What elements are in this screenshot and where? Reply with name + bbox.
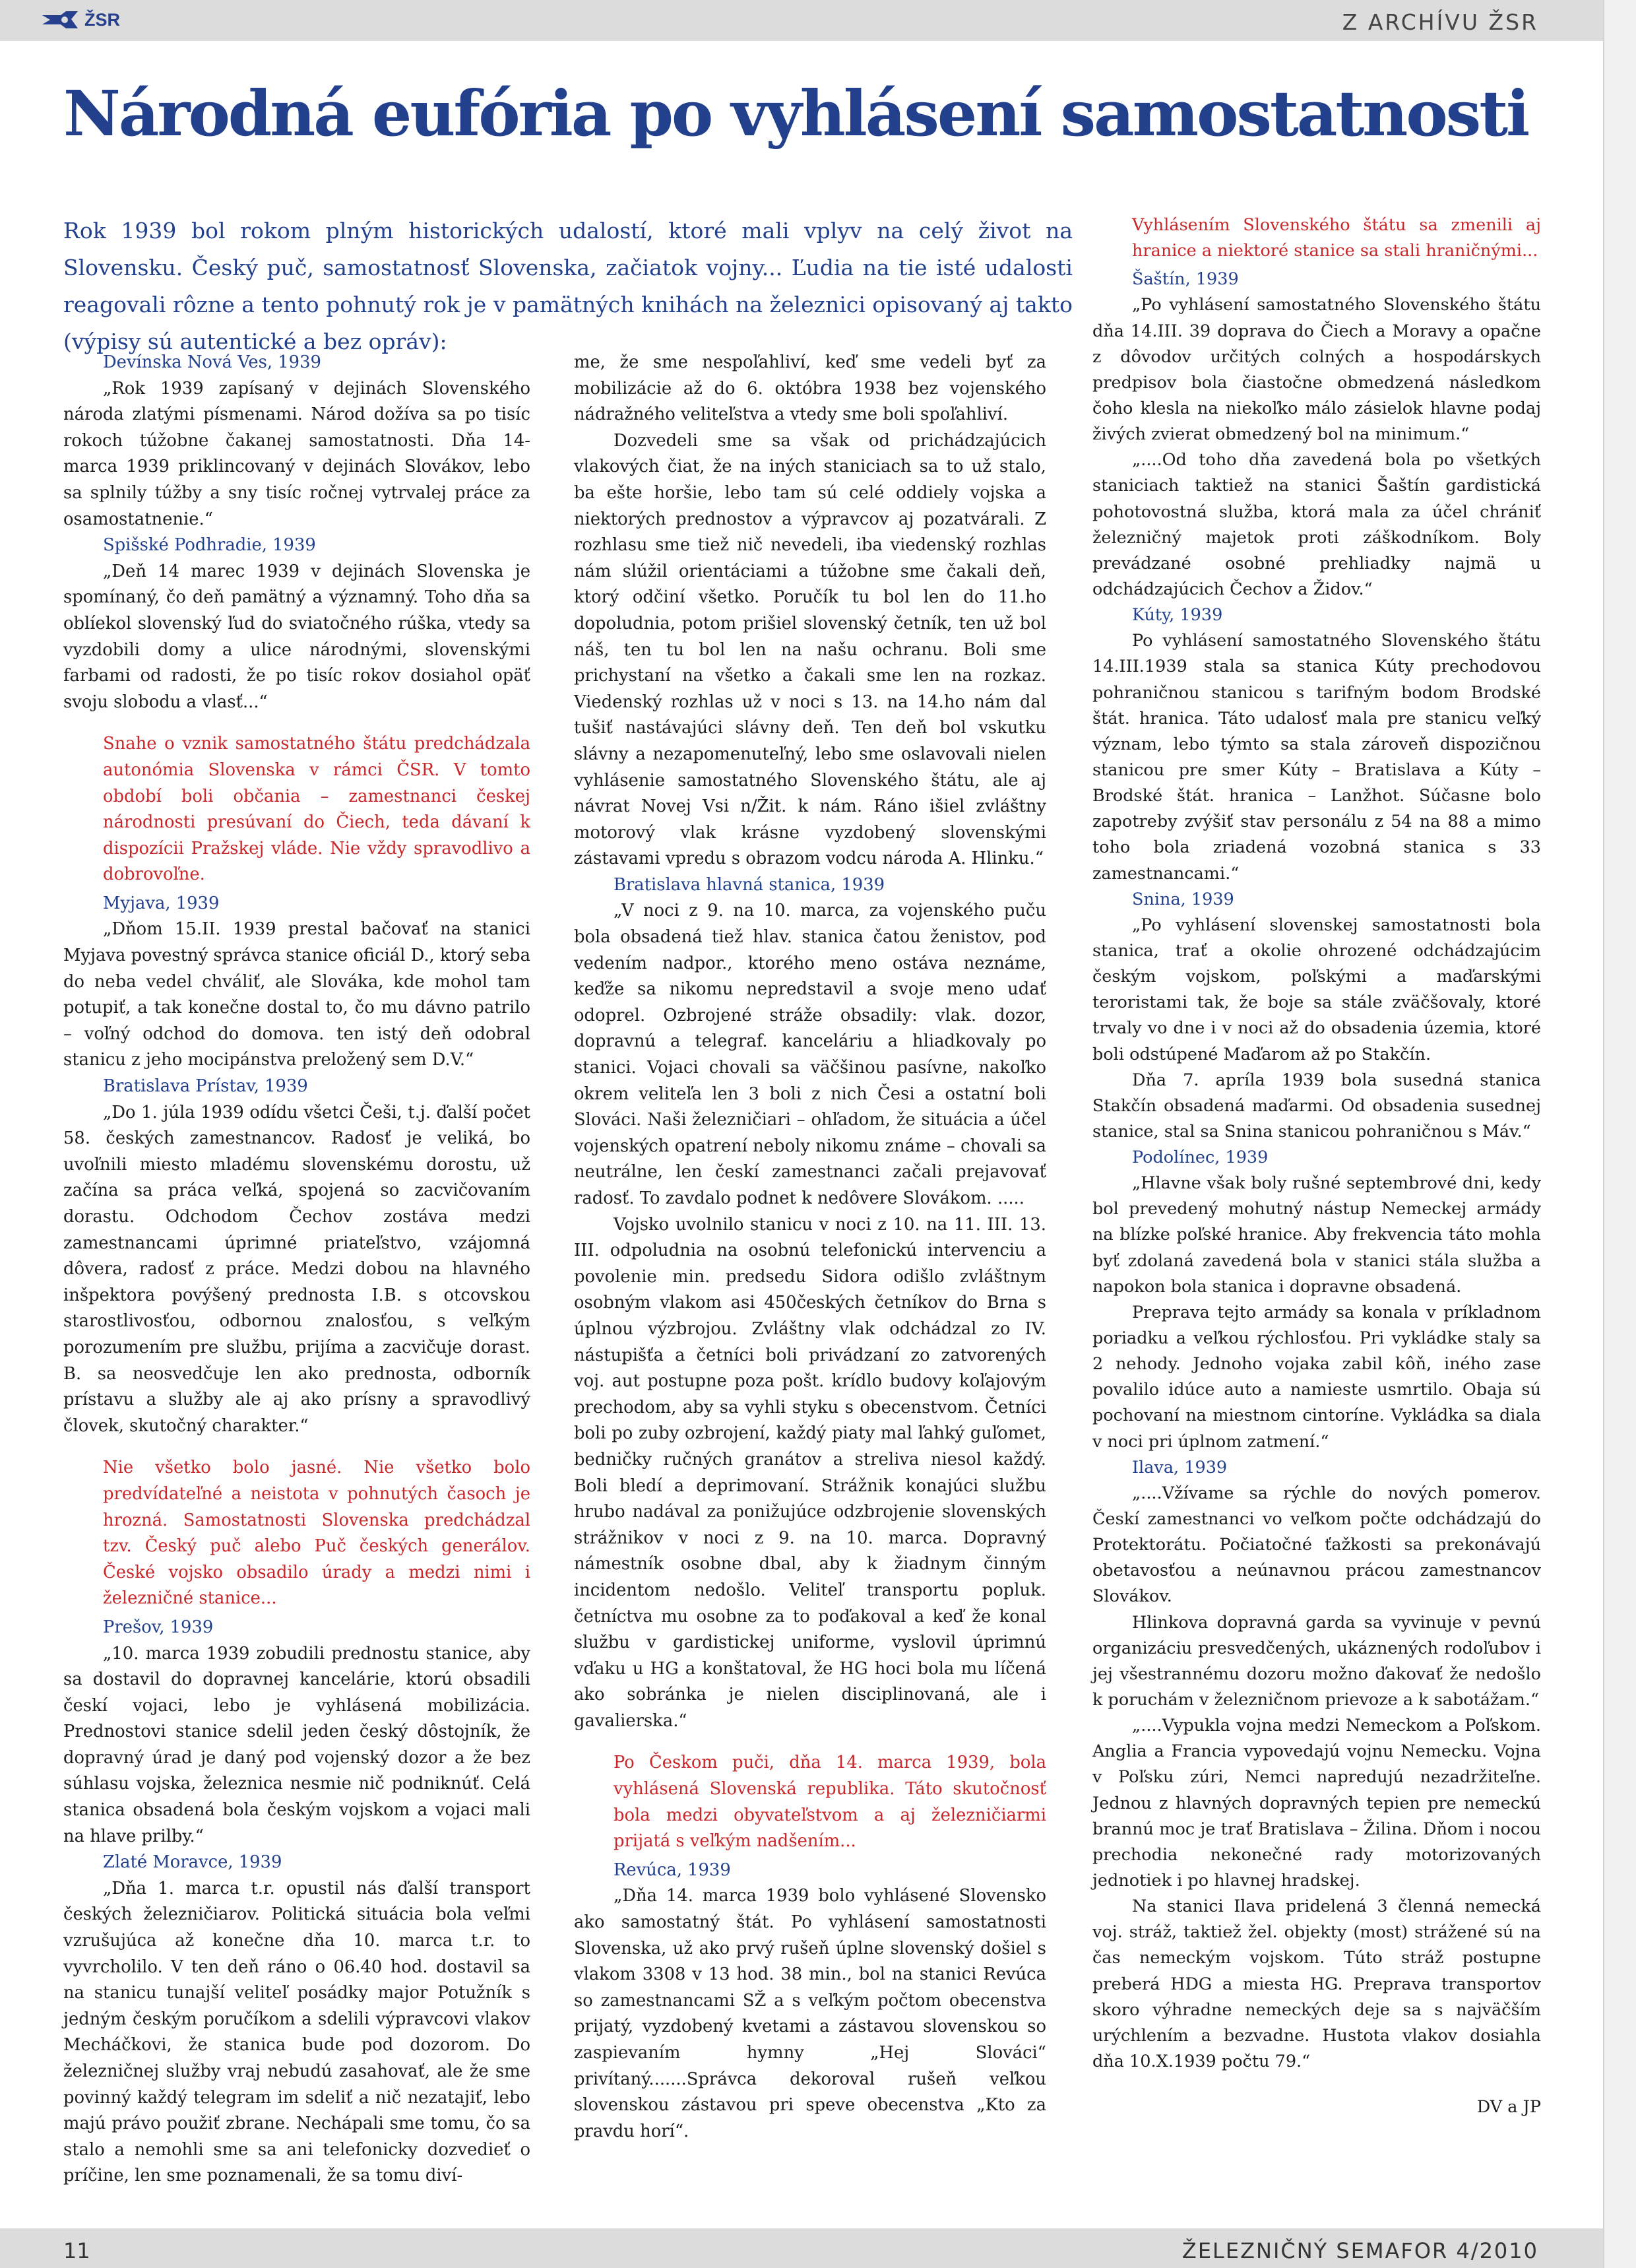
body-paragraph: Po vyhlásení samostatného Slovenského štátu 14.III.1939 stala sa stanica Kúty prechodovou pohraničnou stanicou s tarifným bodom Brodské štát. hranica. Táto udalosť mala pre stanicu veľký význam, lebo týmto sa stala zároveň dispozičnou stanicou pre smer Kúty – Bratislava a Kúty – Brodské štát. hranica – Lanžhot. Súčasne bolo zapotreby zvýšiť stav personálu z 54 na 88 a mimo toho bola zriadená vozobná stanica s 33 zamestnancami.“ <box>1092 631 1541 884</box>
body-paragraph: Vojsko uvolnilo stanicu v noci z 10. na 11. III. 13. III. odpoludnia na osobnú telefonickú intervenciu a povolenie min. predsedu Sidora odišlo zvláštnym osobným vlakom asi 450českých četníkov do Brna s úplnou výzbrojou. Zvláštny vlak odchádzal zo IV. nástupišťa a četníci boli privádzaní zo zatvorených voj. aut postupne poza pošt. krídlo budovy koľajovým prechodom, aby sa vyhli styku s obecenstvom. Četníci boli po zuby ozbrojení, každý piaty mal ľahký guľomet, bedničky ručných granátov a streliva niesol každý. Boli bledí a deprimovaní. Strážnik konajúci službu hrubo nadával za ponižujúce odzbrojenie slovenských strážnikov v noci z 9. na 10. marca. Dopravný námestník osobne dbal, aby k žiadnym činným incidentom nedošlo. Veliteľ transportu popluk. četníctva mu osobne za to poďakoval a keď že konal službu v gardistickej uniforme, vyslovil úprimnú vďaku u HG a konštatoval, že HG hoci bola mu líčená ako sobránka je nielen disciplinovaná, ale i gavalierska.“ <box>574 1214 1046 1731</box>
station-heading: Zlaté Moravce, 1939 <box>103 1852 282 1873</box>
editorial-note: Po Českom puči, dňa 14. marca 1939, bola vyhlásená Slovenská republika. Táto skutočnosť bola medzi obyvateľstvom a aj železničiarmi prijatá s veľkým nadšením... <box>614 1753 1046 1852</box>
column-2 <box>574 350 1046 2145</box>
body-paragraph: „Dňa 14. marca 1939 bolo vyhlásené Slovensko ako samostatný štát. Po vyhlásení samostatnosti Slovenska, už ako prvý rušeň úplne slovenský došiel s vlakom 3308 v 13 hod. 38 min., bol na stanici Revúca so zamestnancami SŽ a s veľkým počtom obecenstva prijatý, vyzdobený kvetami a zástavou slovenskou so zaspievaním hymny „Hej Slováci“ privítaný.......Správca dekoroval rušeň veľkou slovenskou zástavou pri speve obecenstva „Kto za pravdu horí“. <box>574 1886 1046 2141</box>
body-paragraph: Dozvedeli sme sa však od prichádzajúcich vlakových čiat, že na iných staniciach sa to už stalo, ba ešte horšie, lebo tam sú celé oddiely vojska a niektorých prednostov a výpravcov aj pozatvárali. Z rozhlasu sme tiež nič nevedeli, iba viedenský rozhlas nám slúžil orientáciami a túžobne sme čakali deň, ktorý odčiní všetko. Poručík tu bol len do 11.ho dopoludnia, potom prišiel slovenský četník, ten už bol náš, ten tu bol len na našu ochranu. Boli sme prichystaní na všetko a čakali sme len na rozkaz. Viedenský rozhlas už v noci s 13. na 14.ho nám dal tušiť nastávajúci slávny deň. Ten deň bol vskutku slávny a nezapomenuteľný, lebo sme oslavovali nielen vyhlásenie samostatného Slovenského štátu, ale aj návrat Novej Vsi n/Žit. k nám. Ráno išiel zvláštny motorový vlak krásne vyzdobený slovenskými zástavami vpredu s obrazom vodcu národa A. Hlinku.“ <box>574 430 1046 869</box>
body-paragraph: „Do 1. júla 1939 odídu všetci Češi, t.j. ďalší počet 58. českých zamestnancov. Radosť je veliká, bo uvoľnili miesto mladému slovenskému dorostu, už začína sa práca veľká, spojená so zacvičovaním dorastu. Odchodom Čechov zostáva medzi zamestnancami úprimné priateľstvo, vzájomná dôvera, radosť z práce. Medzi dobou na hlavného inšpektora povýšený prednosta I.B. s otcovskou starostlivosťou, odbornou znalosťou, s veľkým porozumením pre službu, prijíma a zacvičuje dorast. B. sa neosvedčuje len ako prednosta, odborník prístavu a služby ale aj ako prísny a spravodlivý človek, skutočný charakter.“ <box>63 1102 530 1436</box>
body-paragraph: „....Vypukla vojna medzi Nemeckom a Poľskom. Anglia a Francia vypovedajú vojnu Nemecku. Vojna v Poľsku zúri, Nemci napredujú nezadržiteľne. Jednou z hlavných dopravných tepien pre nemeckú brannú moc je trať Bratislava – Žilina. Dňom i nocou prechodia nekonečné rady motorizovaných jednotiek i po hlavnej hradskej. <box>1092 1716 1541 1891</box>
column-1 <box>63 350 530 2189</box>
section-label: Z ARCHÍVU ŽSR <box>1342 9 1538 35</box>
station-heading: Prešov, 1939 <box>103 1617 214 1637</box>
station-heading: Revúca, 1939 <box>614 1860 731 1880</box>
station-heading: Myjava, 1939 <box>103 893 220 913</box>
column-3 <box>1092 212 1541 2120</box>
wing-logo-icon <box>41 10 79 30</box>
page-number: 11 <box>63 2238 90 2263</box>
body-paragraph: „Po vyhlásení samostatného Slovenského štátu dňa 14.III. 39 doprava do Čiech a Moravy a opačne z dôvodov určitých colných a hospodárskych predpisov bola čiastočne obmedzená následkom čoho klesla na niekoľko málo zásielok hlavne podaj živých zvierat obmedzený bol na minimum.“ <box>1092 295 1541 445</box>
editorial-note: Nie všetko bolo jasné. Nie všetko bolo predvídateľné a neistota v pohnutých časoch je hrozná. Samostatnosti Slovenska predchádzal tzv. Český puč alebo Puč českých generálov. České vojsko obsadilo úrady a medzi nimi i železničné stanice... <box>103 1458 530 1609</box>
body-paragraph: „Deň 14 marec 1939 v dejinách Slovenska je spomínaný, čo deň pamätný a významný. Toho dňa sa oblíekol slovenský ľud do sviatočného rúška, vtedy sa vyzdobili domy a ulice národnými, slovenskými farbami od radosti, že po tisíc rokov dosiahol opäť svoju slobodu a vlasť...“ <box>63 561 530 712</box>
body-paragraph: Dňa 7. apríla 1939 bola susedná stanica Stakčín obsadená maďarmi. Od obsadenia susednej stanice, stal sa Snina stanicou pohraničnou s Máv.“ <box>1092 1070 1541 1142</box>
body-paragraph: Na stanici Ilava pridelená 3 členná nemecká voj. stráž, taktiež žel. objekty (most) strážené sú na čas nemeckým vojskom. Túto stráž postupne preberá HDG a miesta HG. Preprava transportov skoro výhradne nemeckých deje sa s najväčším urýchlením a bezvadne. Hustota vlakov dosiahla dňa 10.X.1939 počtu 79.“ <box>1092 1896 1541 2071</box>
body-paragraph: „Dňom 15.II. 1939 prestal bačovať na stanici Myjava povestný správca stanice oficiál D., ktorý seba do neba vedel chváliť, ale Slováka, kde mohol tam potupiť, a tak konečne dostal to, čo mu dávno patrilo – voľný odchod do domova. ten istý deň odobral stanicu z jeho mocipánstva preložený sem D.V.“ <box>63 919 530 1070</box>
station-heading: Ilava, 1939 <box>1132 1457 1228 1477</box>
page-edge <box>1603 0 1636 2268</box>
body-paragraph: „Rok 1939 zapísaný v dejinách Slovenského národa zlatými písmenami. Národ dožíva sa po tisíc rokoch túžobne čakanej samostatnosti. Dňa 14- marca 1939 priklincovaný v dejinách Slovákov, lebo sa splnily túžby a sny tisíc ročnej vytrvalej práce za osamostatnenie.“ <box>63 378 530 529</box>
station-heading: Bratislava hlavná stanica, 1939 <box>614 874 885 895</box>
body-paragraph: „Hlavne však boly rušné septembrové dni, kedy bol prevedený mohutný nástup Nemeckej armády na blízke poľské hranice. Aby frekvencia táto mohla byť zdolaná zavedená bola v stanici stála služba a napokon bola stanica i dopravne obsadená. <box>1092 1173 1541 1297</box>
body-paragraph: „10. marca 1939 zobudili prednostu stanice, aby sa dostavil do dopravnej kancelárie, ktorú obsadili českí vojaci, lebo je vyhlásená mobilizácia. Prednostovi stanice sdelil jeden český dôstojník, že dopravný úrad je daný pod vojenský dozor a že bez súhlasu vojska, železnica nesmie nič podniknúť. Celá stanica obsadená bola českým vojskom a vojaci mali na hlave prilby.“ <box>63 1643 530 1846</box>
body-paragraph: „Dňa 1. marca t.r. opustil nás ďalší transport českých železničiarov. Politická situácia bola veľmi vzrušujúca až konečne dňa 10. marca t.r. to vyvrcholilo. V ten deň ráno o 06.40 hod. dostavil sa na stanicu tunajší veliteľ posádky major Potužník s jedným českým poručíkom a sdelili výpravcovi vlakov Mecháčkovi, že stanica bude pod dozorom. Do železničnej služby vraj nebudú zasahovať, ale že sme povinný každý telegram im sdeliť a nič nezatajiť, lebo majú právo použiť zbrane. Nechápali sme tomu, čo sa stalo a nemohli sme sa ani telefonicky dozvedieť o príčine, len sme poznamenali, že sa tomu diví- <box>63 1878 530 2186</box>
station-heading: Spišské Podhradie, 1939 <box>103 535 316 556</box>
logo-text: ŽSR <box>84 9 120 30</box>
station-heading: Snina, 1939 <box>1132 889 1234 909</box>
station-heading: Podolínec, 1939 <box>1132 1148 1269 1168</box>
body-paragraph: „Po vyhlásení slovenskej samostatnosti bola stanica, trať a okolie ohrozené odchádzajúcim českým vojskom, poľskými a maďarskými teroristami tak, že boje sa stále zväčšovaly, ktoré trvaly vo dne i v noci až do obsadenia územia, ktoré boli odstúpené Maďarom až po Stakčín. <box>1092 915 1541 1064</box>
body-paragraph: „....Od toho dňa zavedená bola po všetkých staniciach taktiež na stanici Šaštín gardistická pohotovostná služba, ktorá mala za účel chrániť železničný majetok proti záškodníkom. Boly prevádzané osobné prehliadky najmä u odchádzajúcich Čechov a Židov.“ <box>1092 450 1541 599</box>
editorial-note: Snahe o vznik samostatného štátu predchádzala autonómia Slovenska v rámci ČSR. V tomto období boli občania – zamestnanci českej národnosti presúvaní do Čiech, teda dávaní k dispozícii Pražskej vláde. Nie vždy spravodlivo a dobrovoľne. <box>103 734 530 885</box>
station-heading: Kúty, 1939 <box>1132 605 1223 626</box>
body-paragraph: me, že sme nespoľahliví, keď sme vedeli byť za mobilizácie až do 6. októbra 1938 bez vojenského nádražného veliteľstva a vtedy sme boli spoľahliví. <box>574 352 1046 425</box>
publication-name: ŽELEZNIČNÝ SEMAFOR 4/2010 <box>1181 2238 1538 2263</box>
station-heading: Bratislava Prístav, 1939 <box>103 1076 308 1097</box>
editorial-note: Vyhlásením Slovenského štátu sa zmenili aj hranice a niektoré stanice sa stali hraničnými... <box>1132 215 1541 261</box>
article-intro: Rok 1939 bol rokom plným historických udalostí, ktoré mali vplyv na celý život na Slovensku. Český puč, samostatnosť Slovenska, začiatok vojny... Ľudia na tie isté udalosti reagovali rôzne a tento pohnutý rok je v pamätných knihách na železnici opisovaný aj takto (výpisy sú autentické a bez opráv): <box>63 218 1073 354</box>
station-heading: Devínska Nová Ves, 1939 <box>103 352 321 372</box>
body-paragraph: „V noci z 9. na 10. marca, za vojenského puču bola obsadená tiež hlav. stanica čatou ženistov, pod vedením nadpor., ktorého meno ostáva neznáme, keďže sa nikomu nepredstavil a svoje meno udať odoprel. Ozbrojené stráže obsadily: vlak. dozor, dopravnú a telegraf. kanceláriu a hliadkovaly po stanici. Vojaci chovali sa väčšinou pasívne, nakoľko okrem veliteľa len 3 boli z nich Česi a ostatní boli Slováci. Naši železničiari – ohľadom, že situácia a účel vojenských opatrení neboly nikomu známe – chovali sa neutrálne, len českí zamestnanci začali prejavovať radosť. To zavdalo podnet k nedôvere Slovákom. ..... <box>574 901 1046 1208</box>
station-heading: Šaštín, 1939 <box>1132 269 1239 290</box>
author-signature: DV a JP <box>1476 2097 1541 2118</box>
body-paragraph: Hlinkova dopravná garda sa vyvinuje v pevnú organizáciu presvedčených, ukáznených rodoľubov i jej všestrannému dozoru možno ďakovať že nedošlo k poruchám v železničnom prievoze a k sabotážam.“ <box>1092 1612 1541 1710</box>
body-paragraph: Preprava tejto armády sa konala v príkladnom poriadku a veľkou rýchlosťou. Pri vykládke staly sa 2 nehody. Jednoho vojaka zabil kôň, iného zase povalilo idúce auto a namieste usmrtilo. Obaja sú pochovaní na miestnom cintoríne. Vykládka sa diala v noci pri úplnom zatmení.“ <box>1092 1302 1541 1452</box>
zsr-logo <box>41 7 120 33</box>
body-paragraph: „....Vžívame sa rýchle do nových pomerov. Českí zamestnanci vo veľkom počte odchádzajú do Protektorátu. Počiatočné ťažkosti sa prekonávajú obetavosťou a neúnavnou prácou zamestnancov Slovákov. <box>1092 1483 1541 1607</box>
article-title: Národná eufória po vyhlásení samostatnosti <box>63 77 1528 150</box>
